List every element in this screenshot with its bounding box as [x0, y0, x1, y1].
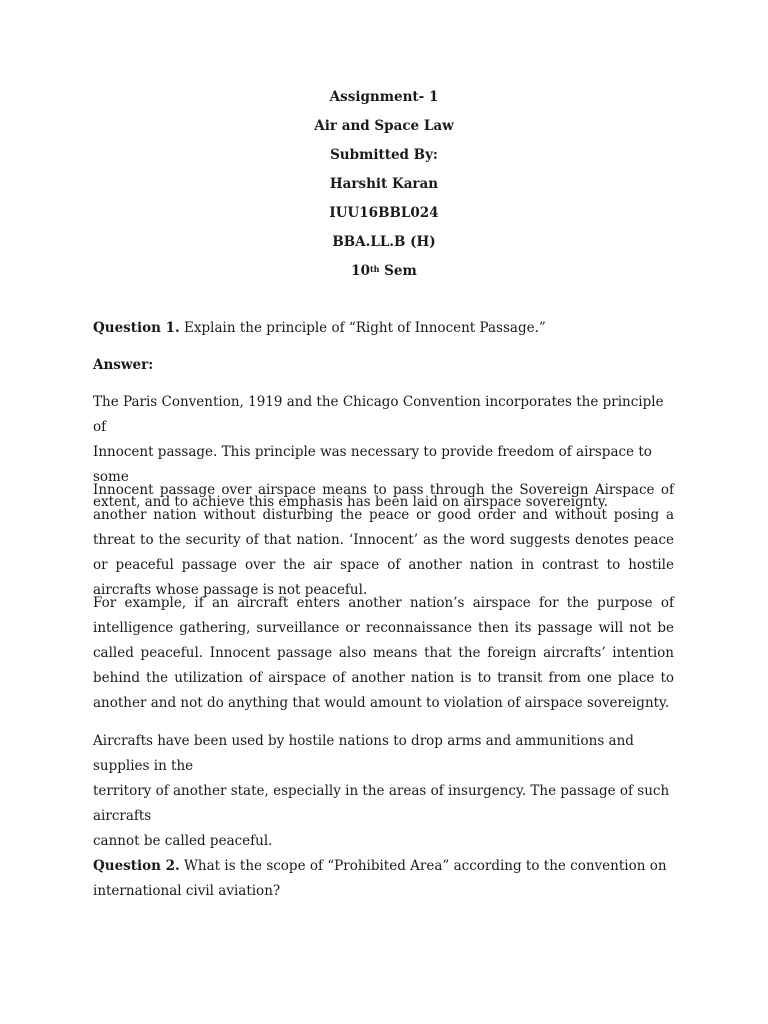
paragraph-4	[93, 729, 674, 854]
semester-suffix: th	[369, 264, 380, 274]
semester-number: 10	[351, 263, 370, 279]
question-2-text: What is the scope of “Prohibited Area” according to the convention on	[179, 858, 667, 874]
question-2-label: Question 2.	[93, 858, 180, 874]
question-1-label: Question 1.	[93, 320, 180, 336]
question-1	[93, 316, 674, 341]
question-1-text: Explain the principle of “Right of Innocent Passage.”	[179, 320, 546, 336]
question-2-line: international civil aviation?	[93, 883, 281, 899]
semester	[0, 260, 768, 289]
title-block	[0, 86, 768, 289]
question-2-line	[93, 854, 674, 879]
paragraph-1-line: extent, and to achieve this emphasis has been laid on airspace sovereignty.	[93, 494, 608, 510]
submitted-by-label: Submitted By:	[330, 147, 438, 163]
assignment-title: Assignment- 1	[329, 89, 439, 105]
paragraph-4-line: territory of another state, especially in the areas of insurgency. The passage of such aircrafts	[93, 783, 670, 824]
paragraph-4-line: cannot be called peaceful.	[93, 833, 273, 849]
paragraph-1-line: Innocent passage. This principle was necessary to provide freedom of airspace to some	[93, 444, 652, 485]
paragraph-4-line: Aircrafts have been used by hostile nations to drop arms and ammunitions and supplies in the	[93, 733, 634, 774]
question-2	[93, 854, 674, 904]
paragraph-1-line: The Paris Convention, 1919 and the Chicago Convention incorporates the principle of	[93, 394, 664, 435]
semester-label: Sem	[379, 263, 417, 279]
student-name: Harshit Karan	[329, 176, 439, 192]
roll-number: IUU16BBL024	[329, 205, 439, 221]
paragraph-3: For example, if an aircraft enters another nation’s airspace for the purpose of intelligence gathering, surveillance or reconnaissance then its passage will not be called peaceful. Innocent passage also means that the foreign aircrafts’ intention behind the utilization of airspace of another nation is to transit from one place to another and not do anything that would amount to violation of airspace sovereignty.	[93, 595, 674, 711]
paragraph-2: Innocent passage over airspace means to pass through the Sovereign Airspace of another nation without disturbing the peace or good order and without posing a threat to the security of that nation. ‘Innocent’ as the word suggests denotes peace or peaceful passage over the air space of another nation in contrast to hostile aircrafts whose passage is not peaceful.	[93, 482, 674, 598]
answer-label: Answer:	[93, 357, 154, 373]
course-title: Air and Space Law	[314, 118, 454, 134]
program-name: BBA.LL.B (H)	[332, 234, 436, 250]
